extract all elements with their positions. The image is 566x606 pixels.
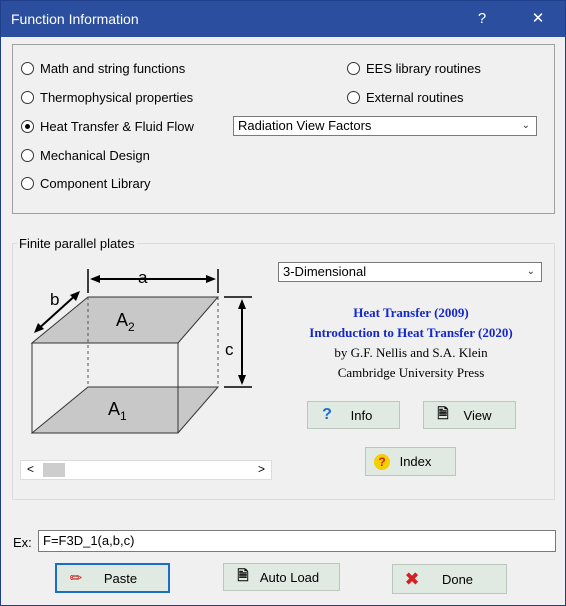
arrowhead [90,275,100,283]
chevron-down-icon: ⌄ [526,266,535,277]
view-button[interactable] [423,401,516,429]
radio-label: Math and string functions [40,60,186,76]
radio-label: Component Library [40,175,151,191]
a2-label: $A_2$ [116,310,135,334]
group-title: Finite parallel plates [19,236,135,251]
help-button[interactable]: ? [477,10,487,27]
radio-thermophysical[interactable] [21,87,193,107]
radio-label: Thermophysical properties [40,89,194,105]
a1-label: $A_1$ [108,399,127,423]
example-field[interactable]: F=F3D_1(a,b,c) [38,530,556,552]
dim-a-label: a [138,268,148,287]
radio-ees-library[interactable] [347,58,481,78]
title-bar [1,1,565,37]
radio-circle[interactable] [21,91,34,104]
info-button[interactable] [307,401,400,429]
chevron-down-icon: ⌄ [521,120,530,131]
dim-b-label: b [50,290,60,309]
paste-button[interactable] [55,563,170,593]
reference-publisher: Cambridge University Press [337,365,485,380]
dim-c-label: c [225,340,234,359]
close-button[interactable]: ✕ [531,10,545,27]
example-label: Ex: [13,535,32,550]
view-label: View [463,407,492,423]
radio-mechanical-design[interactable] [21,145,150,165]
arrowhead [238,299,246,309]
radio-circle-checked[interactable] [21,120,34,133]
arrowhead [238,375,246,385]
autoload-label: Auto Load [259,569,320,585]
scroll-right-arrow-icon[interactable]: > [257,462,265,476]
radio-label: EES library routines [366,60,481,76]
paste-label: Paste [103,570,138,586]
radio-circle[interactable] [21,177,34,190]
radio-circle[interactable] [347,91,360,104]
info-label: Info [350,407,373,423]
index-label: Index [399,454,432,469]
index-button[interactable] [365,447,456,476]
help-index-icon: ? [374,454,390,470]
plates-diagram [20,263,272,461]
radio-label: Heat Transfer & Fluid Flow [40,118,194,134]
done-button[interactable] [392,564,507,594]
document-view-icon: 🗎 [437,405,449,421]
reference-authors: by G.F. Nellis and S.A. Klein [334,345,488,360]
radio-label: Mechanical Design [40,147,150,163]
radio-label: External routines [366,89,464,105]
geometry-value: 3-Dimensional [283,264,367,279]
autoload-button[interactable] [223,563,340,591]
arrowhead [206,275,216,283]
reference-line-1: Heat Transfer (2009) [353,305,469,320]
radio-math-string[interactable] [21,58,185,78]
radio-circle[interactable] [21,62,34,75]
radio-external-routines[interactable] [347,87,464,107]
diagram-scrollbar[interactable] [20,460,272,480]
radio-circle[interactable] [347,62,360,75]
done-label: Done [441,571,474,587]
scroll-left-arrow-icon[interactable]: < [27,462,35,476]
question-mark-icon: ? [322,406,332,423]
radio-circle[interactable] [21,149,34,162]
paste-brush-icon: ✏ [69,570,83,587]
geometry-select[interactable] [278,262,542,282]
close-x-icon: ✖ [404,568,420,589]
radio-component-library[interactable] [21,173,151,193]
reference-line-2: Introduction to Heat Transfer (2020) [309,325,513,340]
subcategory-select[interactable] [233,116,537,136]
window-title: Function Information [11,11,139,27]
radio-heat-transfer[interactable] [21,116,194,136]
subcategory-value: Radiation View Factors [238,118,372,133]
document-load-icon: 🗎 [237,567,249,583]
scroll-thumb[interactable] [43,463,65,477]
